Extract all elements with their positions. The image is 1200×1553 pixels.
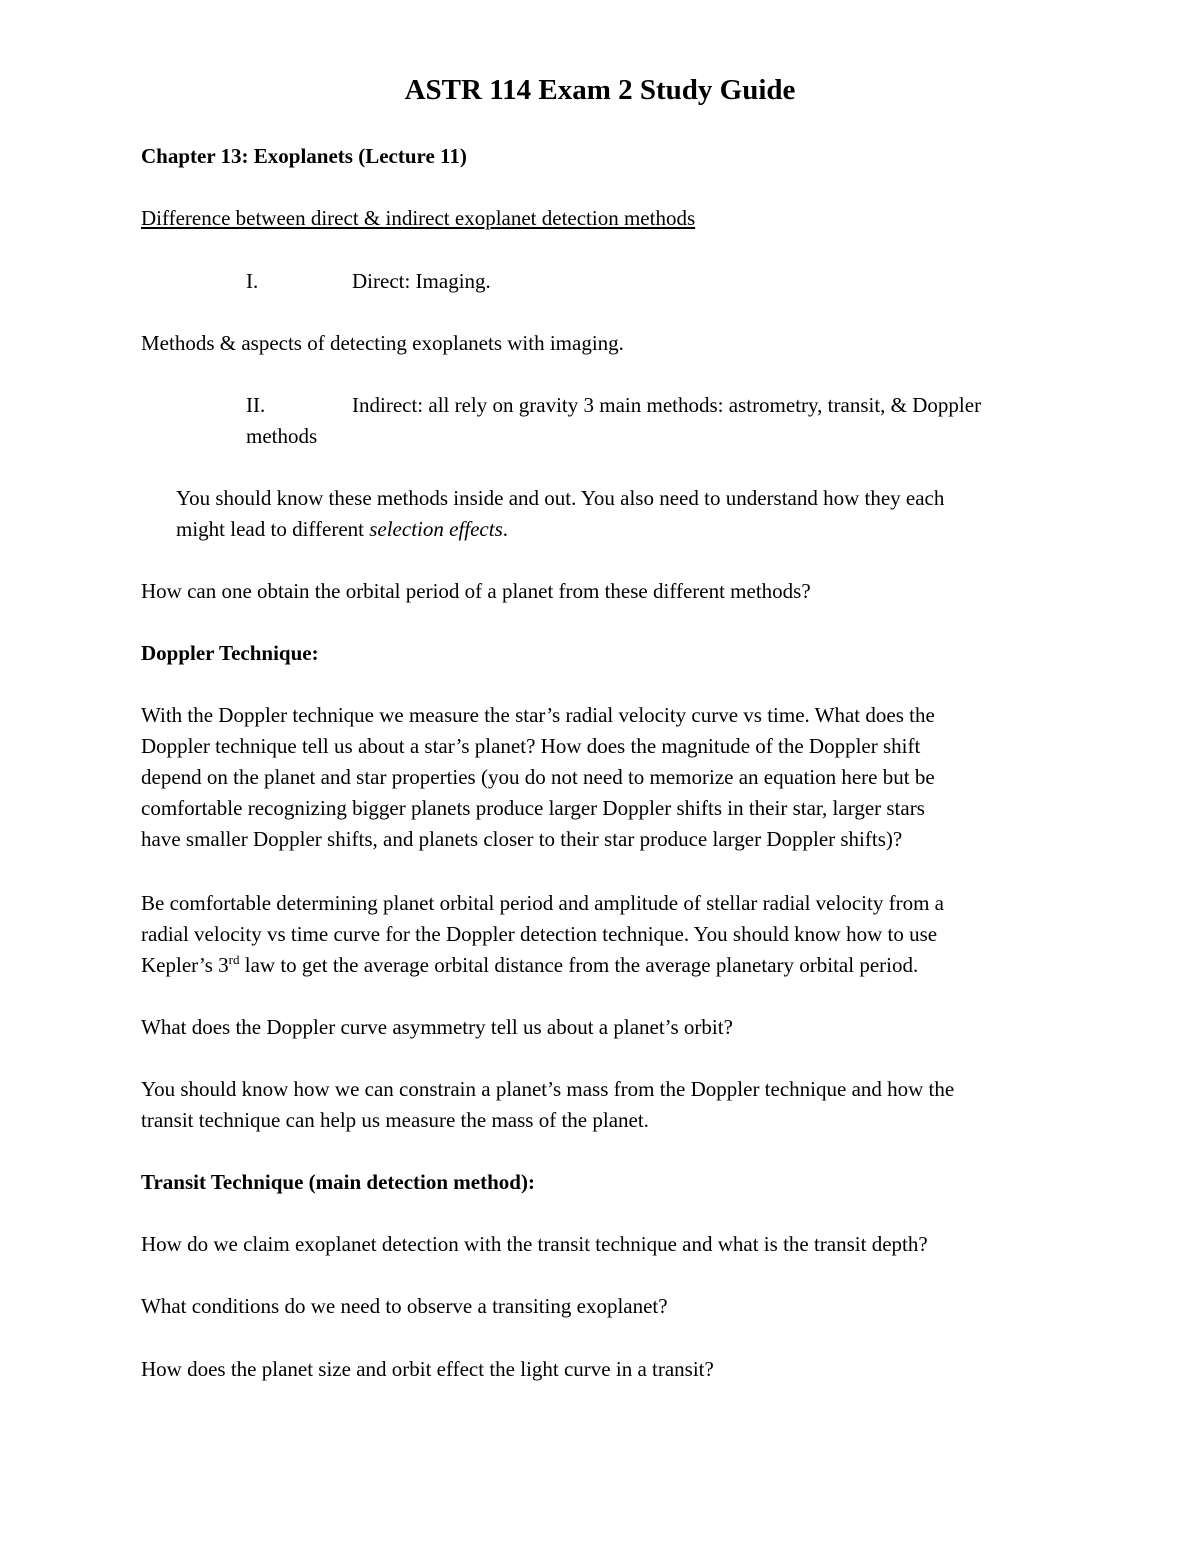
doppler-paragraph-line: have smaller Doppler shifts, and planets closer to their star produce larger Doppler shifts)? bbox=[141, 827, 903, 851]
doppler-paragraph-line: depend on the planet and star properties (you do not need to memorize an equation here but be bbox=[141, 765, 935, 789]
know-methods-line-1: You should know these methods inside and out. You also need to understand how they each bbox=[176, 486, 945, 510]
transit-question: How does the planet size and orbit effect the light curve in a transit? bbox=[141, 1357, 714, 1381]
selection-effects-emphasis: selection effects bbox=[369, 517, 503, 541]
kepler-law-line bbox=[141, 950, 918, 981]
doppler-paragraph-line: comfortable recognizing bigger planets produce larger Doppler shifts in their star, larger stars bbox=[141, 796, 925, 820]
asymmetry-question: What does the Doppler curve asymmetry tell us about a planet’s orbit? bbox=[141, 1015, 733, 1039]
doppler-paragraph-line: Doppler technique tell us about a star’s planet? How does the magnitude of the Doppler shift bbox=[141, 734, 921, 758]
list-item-text: Direct: Imaging. bbox=[352, 269, 491, 293]
ordinal-superscript: rd bbox=[228, 952, 240, 967]
mass-paragraph-line: transit technique can help us measure the mass of the planet. bbox=[141, 1108, 649, 1132]
transit-question: How do we claim exoplanet detection with the transit technique and what is the transit depth? bbox=[141, 1232, 928, 1256]
list-item-indirect-continuation: methods bbox=[246, 424, 318, 448]
orbital-period-question: How can one obtain the orbital period of a planet from these different methods? bbox=[141, 579, 811, 603]
list-item-indirect bbox=[246, 390, 981, 421]
list-numeral: I. bbox=[246, 269, 259, 293]
mass-paragraph-line: You should know how we can constrain a planet’s mass from the Doppler technique and how the bbox=[141, 1077, 955, 1101]
know-methods-line-2 bbox=[176, 514, 508, 545]
page-title: ASTR 114 Exam 2 Study Guide bbox=[404, 74, 796, 106]
know-methods-suffix: . bbox=[502, 517, 509, 541]
chapter-heading: Chapter 13: Exoplanets (Lecture 11) bbox=[141, 144, 467, 168]
transit-heading: Transit Technique (main detection method): bbox=[141, 1170, 535, 1194]
difference-heading: Difference between direct & indirect exoplanet detection methods bbox=[141, 206, 696, 230]
list-item-text: Indirect: all rely on gravity 3 main methods: astrometry, transit, & Doppler bbox=[352, 393, 982, 417]
kepler-prefix: Kepler’s 3 bbox=[141, 953, 229, 977]
determining-paragraph-line: radial velocity vs time curve for the Doppler detection technique. You should know how to use bbox=[141, 922, 938, 946]
list-numeral: II. bbox=[246, 393, 266, 417]
imaging-methods-line: Methods & aspects of detecting exoplanets with imaging. bbox=[141, 331, 624, 355]
list-item-direct bbox=[246, 266, 491, 297]
doppler-paragraph-line: With the Doppler technique we measure the star’s radial velocity curve vs time. What does the bbox=[141, 703, 935, 727]
kepler-suffix: law to get the average orbital distance from the average planetary orbital period. bbox=[239, 953, 919, 977]
transit-question: What conditions do we need to observe a transiting exoplanet? bbox=[141, 1294, 668, 1318]
know-methods-prefix: might lead to different bbox=[176, 517, 370, 541]
determining-paragraph-line: Be comfortable determining planet orbital period and amplitude of stellar radial velocity from a bbox=[141, 891, 944, 915]
doppler-heading: Doppler Technique: bbox=[141, 641, 319, 665]
